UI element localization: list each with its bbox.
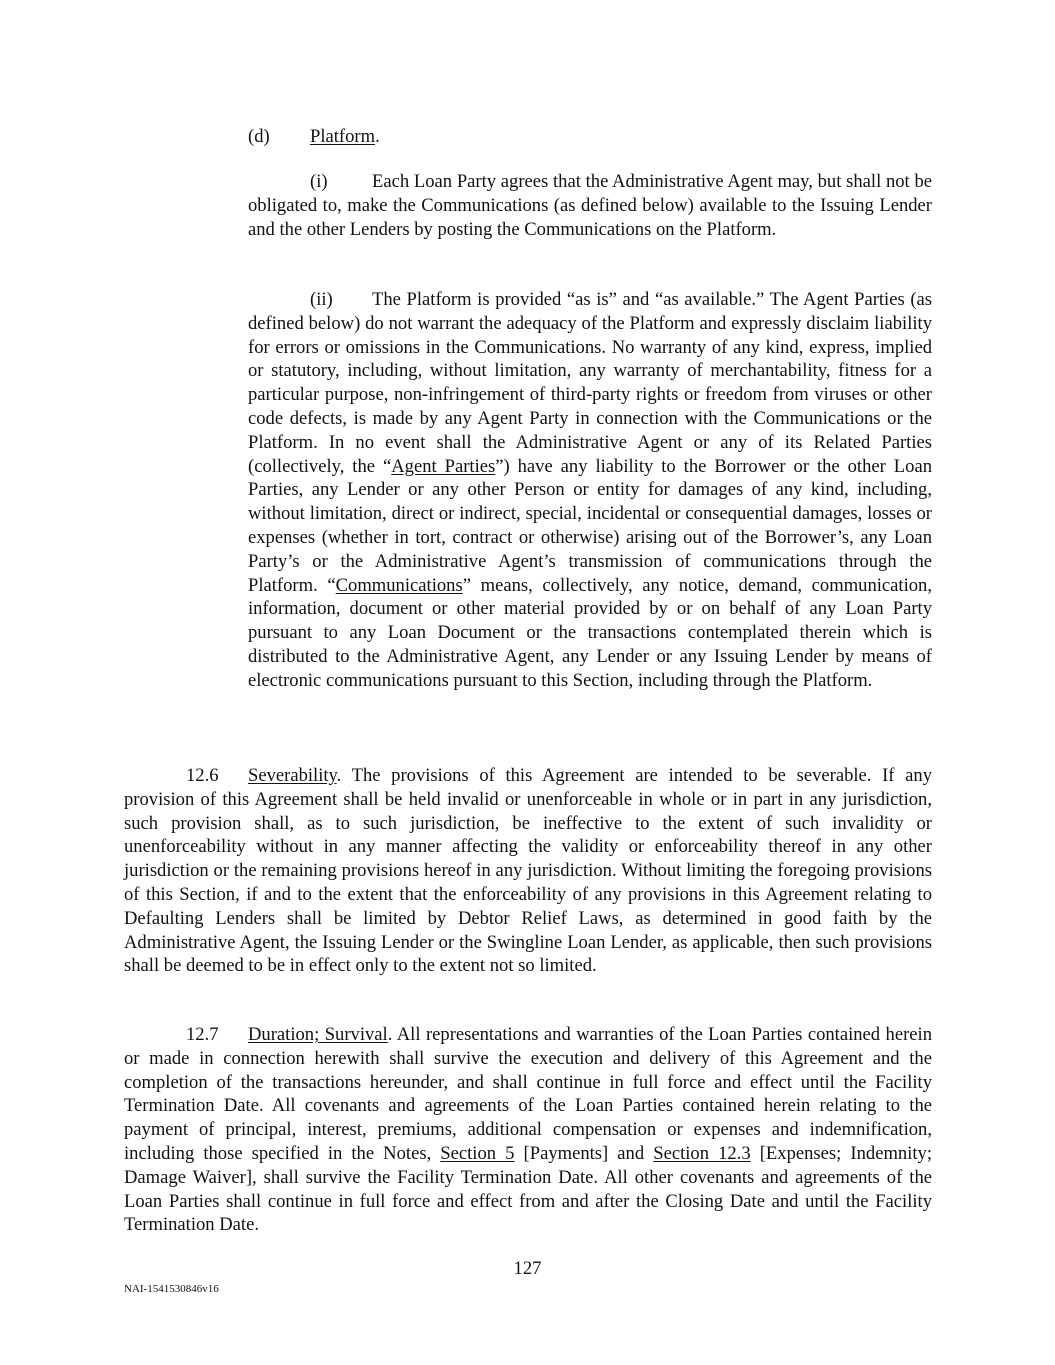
document-id: NAI-1541530846v16 xyxy=(124,1283,219,1295)
defined-term-agent-parties: Agent Parties xyxy=(391,455,496,477)
section-12-7-title: Duration; Survival xyxy=(248,1024,388,1045)
section-d-heading xyxy=(248,125,380,149)
section-d-title: Platform xyxy=(310,126,376,147)
section-d-label: (d) xyxy=(248,126,270,147)
paragraph-i xyxy=(248,170,932,241)
page-number: 127 xyxy=(513,1258,542,1279)
cross-reference-section-12-3: Section 12.3 xyxy=(653,1142,751,1164)
section-12-6 xyxy=(124,764,932,978)
defined-term-communications: Communications xyxy=(335,574,463,596)
section-12-7-number: 12.7 xyxy=(186,1024,219,1045)
section-12-7-text-c: [Expenses; Indemnity; Damage Waiver], shall survive the Facility Termination Date. All other covenants and agreements of the Loan Parties shall continue in full force and effect from and after the Closing Date and until the Facility Termination Date. xyxy=(124,1142,932,1236)
paragraph-i-text: Each Loan Party agrees that the Administrative Agent may, but shall not be obligated to, make the Communications (as defined below) available to the Issuing Lender and the other Lenders by posting the Communications on the Platform. xyxy=(248,171,932,240)
paragraph-ii-text-a: The Platform is provided “as is” and “as available.” The Agent Parties (as defined below) do not warrant the adequacy of the Platform and expressly disclaim liability for errors or omissions in the Communications. No warranty of any kind, express, implied or statutory, including, without limitation, any warranty of merchantability, fitness for a particular purpose, non-infringement of third-party rights or freedom from viruses or other code defects, is made by any Agent Party in connection with the Communications or the Platform. In no event shall the Administrative Agent or any of its Related Parties (collectively, the “ xyxy=(248,289,932,477)
section-d-title-suffix: . xyxy=(375,126,380,147)
cross-reference-section-5: Section 5 xyxy=(440,1142,515,1164)
paragraph-ii xyxy=(248,288,932,693)
paragraph-ii-text-b: ”) have any liability to the Borrower or the other Loan Parties, any Lender or any other Person or entity for damages of any kind, including, without limitation, direct or indirect, special, incidental or consequential damages, losses or expenses (whether in tort, contract or otherwise) arising out of the Borrower’s, any Loan Party’s or the Administrative Agent’s transmission of communications through the Platform. “ xyxy=(248,455,932,596)
paragraph-ii-text-c: ” means, collectively, any notice, demand, communication, information, document or other material provided by or on behalf of any Loan Party pursuant to any Loan Document or the transactions contemplated therein which is distributed to the Administrative Agent, any Lender or any Issuing Lender by means of electronic communications pursuant to this Section, including through the Platform. xyxy=(248,574,932,691)
paragraph-i-label: (i) xyxy=(310,171,328,192)
section-12-7 xyxy=(124,1023,932,1237)
paragraph-ii-label: (ii) xyxy=(310,289,333,310)
section-12-6-number: 12.6 xyxy=(186,765,219,786)
section-12-6-text: . The provisions of this Agreement are intended to be severable. If any provision of this Agreement shall be held invalid or unenforceable in whole or in part in any jurisdiction, such provision shall, as to such jurisdiction, be ineffective to the extent of such invalidity or unenforceability without in any manner affecting the validity or enforceability thereof in any other jurisdiction or the remaining provisions hereof in any jurisdiction. Without limiting the foregoing provisions of this Section, if and to the extent that the enforceability of any provisions in this Agreement relating to Defaulting Lenders shall be limited by Debtor Relief Laws, as determined in good faith by the Administrative Agent, the Issuing Lender or the Swingline Loan Lender, as applicable, then such provisions shall be deemed to be in effect only to the extent not so limited. xyxy=(124,765,932,977)
section-12-7-text-a: . All representations and warranties of the Loan Parties contained herein or made in connection herewith shall survive the execution and delivery of this Agreement and the completion of the transactions hereunder, and shall continue in full force and effect until the Facility Termination Date. All covenants and agreements of the Loan Parties contained herein relating to the payment of principal, interest, premiums, additional compensation or expenses and indemnification, including those specified in the Notes, xyxy=(124,1024,932,1164)
section-12-7-text-b: [Payments] and xyxy=(514,1142,654,1164)
section-12-6-title: Severability xyxy=(248,765,337,786)
